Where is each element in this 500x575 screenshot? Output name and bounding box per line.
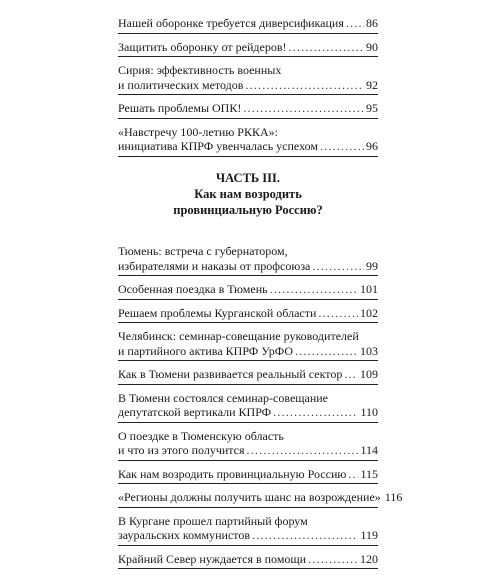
dot-leader (318, 306, 358, 321)
toc-entry-text: О поездке в Тюменскую область (118, 428, 284, 443)
dot-leader (243, 101, 364, 116)
toc-entry-line (118, 514, 378, 529)
toc-entry-line (118, 552, 378, 567)
toc-entry (118, 101, 378, 119)
toc-entry-text: Решаем проблемы Курганской области (118, 305, 317, 320)
toc-entry-text: депутатской вертикали КПРФ (118, 405, 272, 419)
dot-leader (346, 16, 364, 31)
toc-page-number: 119 (360, 528, 378, 542)
toc-entry-text: Особенная поездка в Тюмень (118, 282, 268, 296)
toc-page-number: 102 (360, 305, 378, 320)
toc-entry-line (118, 467, 378, 482)
dot-leader (245, 78, 364, 93)
dot-leader (312, 259, 364, 274)
toc-entry-text: Как в Тюмени развивается реальный сектор (118, 367, 343, 381)
toc-entry-text: и что из этого получится (118, 443, 245, 457)
dot-leader (348, 467, 358, 482)
toc-entry-line (118, 306, 378, 321)
toc-entry-text: Нашей оборонке требуется диверсификация (118, 16, 344, 30)
dot-leader (270, 282, 358, 297)
toc-entry (118, 429, 378, 461)
toc-entry-text: Как нам возродить провинциальную Россию (118, 466, 347, 481)
toc-entry-line (118, 429, 378, 444)
toc-page-number: 109 (360, 367, 378, 381)
dot-leader (247, 443, 359, 458)
toc-entry (118, 467, 378, 485)
toc-entry-line (118, 405, 378, 420)
toc-entry-line (118, 344, 378, 359)
toc-entry (118, 329, 378, 361)
toc-entry-line (118, 101, 378, 116)
toc-entry-text: «Навстречу 100-летию РККА»: (118, 124, 278, 139)
toc-entry-text: Крайний Север нуждается в помощи (118, 551, 307, 566)
toc-entry (118, 367, 378, 385)
toc-entry-line (118, 40, 378, 55)
toc-entry (118, 306, 378, 324)
toc-page-number: 110 (360, 405, 378, 419)
toc-page-number: 90 (366, 39, 378, 54)
toc-page-number: 86 (366, 16, 378, 30)
toc-entry-text: Тюмень: встреча с губернатором, (118, 244, 288, 258)
toc-entry-text: избирателями и наказы от профсоюза (118, 258, 311, 273)
toc-entry-text: Сирия: эффективность военных (118, 63, 282, 77)
toc-entry-text: инициатива КПРФ увенчалась успехом (118, 139, 318, 153)
toc-page-number: 101 (360, 282, 378, 296)
dot-leader (273, 405, 358, 420)
part-title-line2: провинциальную Россию? (173, 203, 323, 217)
part-title-line1: Как нам возродить (194, 187, 302, 201)
toc-entry-text: В Кургане прошел партийный форум (118, 513, 308, 528)
toc-page-number: 95 (366, 101, 378, 115)
dot-leader (308, 552, 358, 567)
toc-entry (118, 63, 378, 95)
toc-entry-text: «Регионы должны получить шанс на возрождение» (118, 490, 381, 504)
toc-entry (118, 125, 378, 157)
toc-entry-text: В Тюмени состоялся семинар-совещание (118, 390, 329, 405)
toc-entry-line (118, 528, 378, 543)
toc-entry-text: Решать проблемы ОПК! (118, 101, 242, 115)
toc-entry (118, 552, 378, 570)
toc-entry-line (118, 125, 378, 140)
toc-entry-line (118, 367, 378, 382)
toc-page-number: 120 (360, 551, 378, 566)
toc-page-number: 103 (360, 343, 378, 358)
toc-page-number: 115 (360, 466, 378, 481)
toc-entry (118, 391, 378, 423)
toc-entry (118, 282, 378, 300)
toc-entry-line (118, 329, 378, 344)
toc-entry-line (118, 244, 378, 259)
toc-entry-line (118, 16, 378, 31)
toc-page-number: 96 (366, 139, 378, 153)
toc-page-number: 116 (384, 490, 403, 504)
toc-list-bottom (118, 244, 403, 575)
toc-list-top (118, 16, 378, 163)
toc-entry (118, 40, 378, 58)
toc-entry-line (118, 443, 378, 458)
toc-entry-text: Защитить оборонку от рейдеров! (118, 39, 287, 54)
toc-entry-line (118, 139, 378, 154)
dot-leader (344, 367, 358, 382)
toc-page-number: 92 (366, 77, 378, 92)
toc-entry-line (118, 490, 403, 505)
toc-entry-line (118, 78, 378, 93)
toc-page-number: 99 (366, 258, 378, 273)
dot-leader (320, 139, 364, 154)
toc-entry-text: и политических методов (118, 77, 244, 92)
dot-leader (252, 528, 358, 543)
toc-entry-text: Челябинск: семинар-совещание руководителей (118, 329, 359, 343)
dot-leader (289, 40, 365, 55)
toc-entry-line (118, 282, 378, 297)
toc-entry-line (118, 63, 378, 78)
part-number: ЧАСТЬ III. (215, 171, 281, 185)
toc-page-number: 114 (360, 443, 378, 457)
toc-entry (118, 490, 403, 508)
toc-entry-line (118, 259, 378, 274)
toc-entry-text: и партийного актива КПРФ УрФО (118, 343, 293, 358)
part-heading (118, 170, 378, 218)
dot-leader (295, 344, 358, 359)
toc-entry (118, 244, 378, 276)
toc-entry (118, 16, 378, 34)
toc-entry-line (118, 391, 378, 406)
toc-entry (118, 514, 378, 546)
toc-entry-text: зауральских коммунистов (118, 528, 251, 542)
